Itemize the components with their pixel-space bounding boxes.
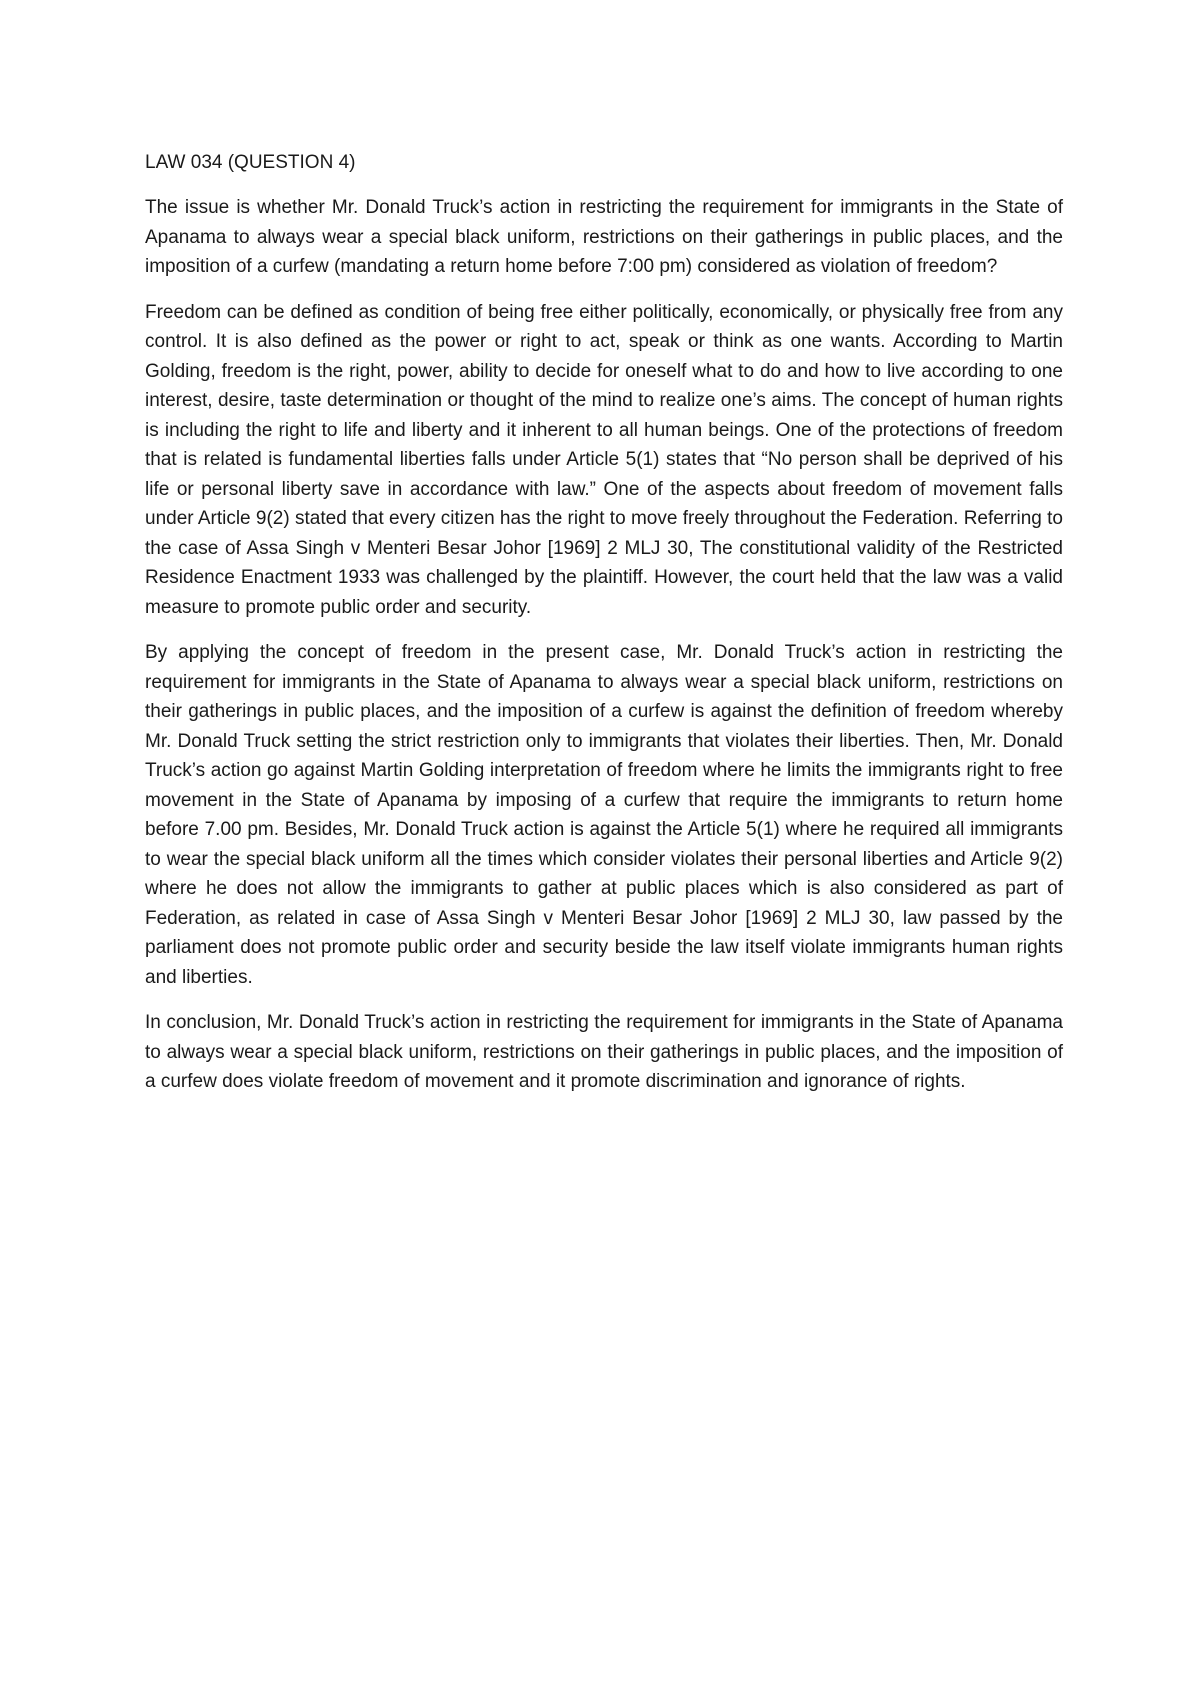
law-paragraph: Freedom can be defined as condition of being free either politically, economically, or physically free from any control. It is also defined as the power or right to act, speak or think as one wants. According to Martin Golding, freedom is the right, power, ability to decide for oneself what to do and how to live according to one interest, desire, taste determination or thought of the mind to realize one’s aims. The concept of human rights is including the right to life and liberty and it inherent to all human beings. One of the protections of freedom that is related is fundamental liberties falls under Article 5(1) states that “No person shall be deprived of his life or personal liberty save in accordance with law.” One of the aspects about freedom of movement falls under Article 9(2) stated that every citizen has the right to move freely throughout the Federation. Referring to the case of Assa Singh v Menteri Besar Johor [1969] 2 MLJ 30, The constitutional validity of the Restricted Residence Enactment 1933 was challenged by the plaintiff. However, the court held that the law was a valid measure to promote public order and security. xyxy=(145,301,1063,618)
document-body xyxy=(145,148,1063,1113)
conclusion-paragraph: In conclusion, Mr. Donald Truck’s action in restricting the requirement for immigrants in the State of Apanama to always wear a special black uniform, restrictions on their gatherings in public places, and the imposition of a curfew does violate freedom of movement and it promote discrimination and ignorance of rights. xyxy=(145,1012,1063,1092)
application-paragraph: By applying the concept of freedom in the present case, Mr. Donald Truck’s action in restricting the requirement for immigrants in the State of Apanama to always wear a special black uniform, restrictions on their gatherings in public places, and the imposition of a curfew is against the definition of freedom whereby Mr. Donald Truck setting the strict restriction only to immigrants that violates their liberties. Then, Mr. Donald Truck’s action go against Martin Golding interpretation of freedom where he limits the immigrants right to free movement in the State of Apanama by imposing of a curfew that require the immigrants to return home before 7.00 pm. Besides, Mr. Donald Truck action is against the Article 5(1) where he required all immigrants to wear the special black uniform all the times which consider violates their personal liberties and Article 9(2) where he does not allow the immigrants to gather at public places which is also considered as part of Federation, as related in case of Assa Singh v Menteri Besar Johor [1969] 2 MLJ 30, law passed by the parliament does not promote public order and security beside the law itself violate immigrants human rights and liberties. xyxy=(145,642,1063,988)
issue-paragraph: The issue is whether Mr. Donald Truck’s action in restricting the requirement for immigrants in the State of Apanama to always wear a special black uniform, restrictions on their gatherings in public places, and the imposition of a curfew (mandating a return home before 7:00 pm) considered as violation of freedom? xyxy=(145,197,1063,277)
document-title: LAW 034 (QUESTION 4) xyxy=(145,152,356,173)
